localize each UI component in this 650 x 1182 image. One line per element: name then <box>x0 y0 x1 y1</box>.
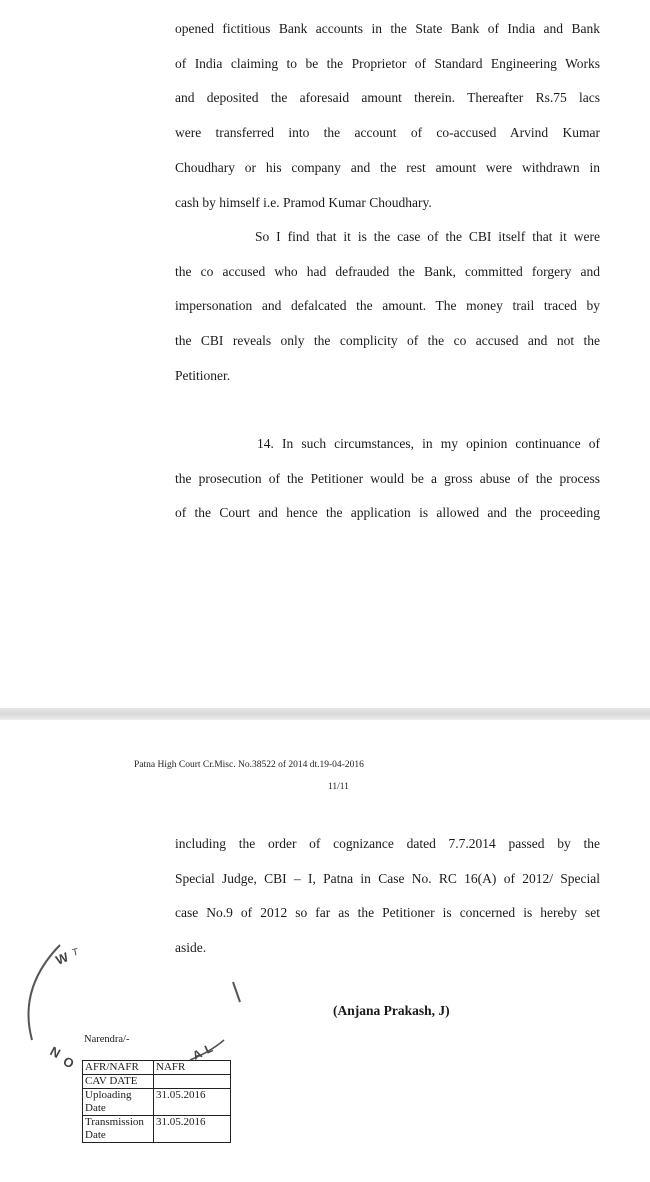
table-cell-label: Uploading Date <box>83 1089 154 1116</box>
text-line: impersonation and defalcated the amount. The money trail traced by <box>175 298 600 314</box>
paragraph-fraud-details <box>175 12 600 220</box>
table-row <box>83 1061 231 1075</box>
text-line: cash by himself i.e. Pramod Kumar Choudhary. <box>175 194 432 210</box>
table-cell-value: NAFR <box>154 1061 231 1075</box>
text-line: Special Judge, CBI – I, Patna in Case No. RC 16(A) of 2012/ Special <box>175 870 600 886</box>
table-cell-value: 31.05.2016 <box>154 1116 231 1143</box>
stamp-arc-right <box>233 982 240 1002</box>
stamp-letter: A <box>190 1046 205 1063</box>
stamp-letter: W <box>53 949 71 968</box>
paragraph-order <box>175 827 600 966</box>
table-row <box>83 1075 231 1089</box>
document-page-11 <box>0 720 650 1182</box>
stamp-letter: O <box>60 1053 77 1072</box>
text-line: opened fictitious Bank accounts in the State Bank of India and Bank <box>175 21 600 36</box>
page-header: Patna High Court Cr.Misc. No.38522 of 2014 dt.19-04-2016 <box>134 760 364 770</box>
text-line: of the Court and hence the application is allowed and the proceeding <box>175 505 600 521</box>
text-line: and deposited the aforesaid amount therein. Thereafter Rs.75 lacs <box>175 90 600 106</box>
stamp-arc <box>29 945 61 1040</box>
typist-initials: Narendra/- <box>84 1034 130 1045</box>
text-line: So I find that it is the case of the CBI itself that it were <box>255 229 600 244</box>
table-cell-label: Transmission Date <box>83 1116 154 1143</box>
text-line: including the order of cognizance dated 7.7.2014 passed by the <box>175 836 600 851</box>
table-cell-value <box>154 1075 231 1089</box>
paragraph-cbi-case <box>175 220 600 394</box>
page-divider <box>0 708 650 720</box>
text-line: 14. In such circumstances, in my opinion continuance of <box>257 436 600 451</box>
text-line: Choudhary or his company and the rest amount were withdrawn in <box>175 159 600 175</box>
judge-signature: (Anjana Prakash, J) <box>333 1003 450 1018</box>
text-line: the co accused who had defrauded the Bank, committed forgery and <box>175 263 600 279</box>
paragraph-14-conclusion <box>175 427 600 531</box>
table-cell-label: CAV DATE <box>83 1075 154 1089</box>
text-line: Petitioner. <box>175 367 231 383</box>
text-line: were transferred into the account of co-accused Arvind Kumar <box>175 125 600 141</box>
text-line: the prosecution of the Petitioner would be a gross abuse of the process <box>175 470 600 486</box>
text-line: of India claiming to be the Proprietor of Standard Engineering Works <box>175 55 600 71</box>
cut-off-top-line <box>175 0 600 6</box>
stamp-letter: T <box>71 946 80 959</box>
text-line: the CBI reveals only the complicity of the co accused and not the <box>175 333 600 349</box>
stamp-arc-bottom <box>190 1040 224 1063</box>
table-row <box>83 1116 231 1143</box>
stamp-letter: L <box>202 1040 215 1057</box>
table-cell-value: 31.05.2016 <box>154 1089 231 1116</box>
afr-metadata-table <box>82 1060 231 1143</box>
table-row <box>83 1089 231 1116</box>
table-cell-label: AFR/NAFR <box>83 1061 154 1075</box>
text-line: case No.9 of 2012 so far as the Petitioner is concerned is hereby set <box>175 905 600 921</box>
text-line: aside. <box>175 940 207 956</box>
page-number: 11/11 <box>328 782 349 792</box>
stamp-letter: N <box>47 1043 63 1062</box>
